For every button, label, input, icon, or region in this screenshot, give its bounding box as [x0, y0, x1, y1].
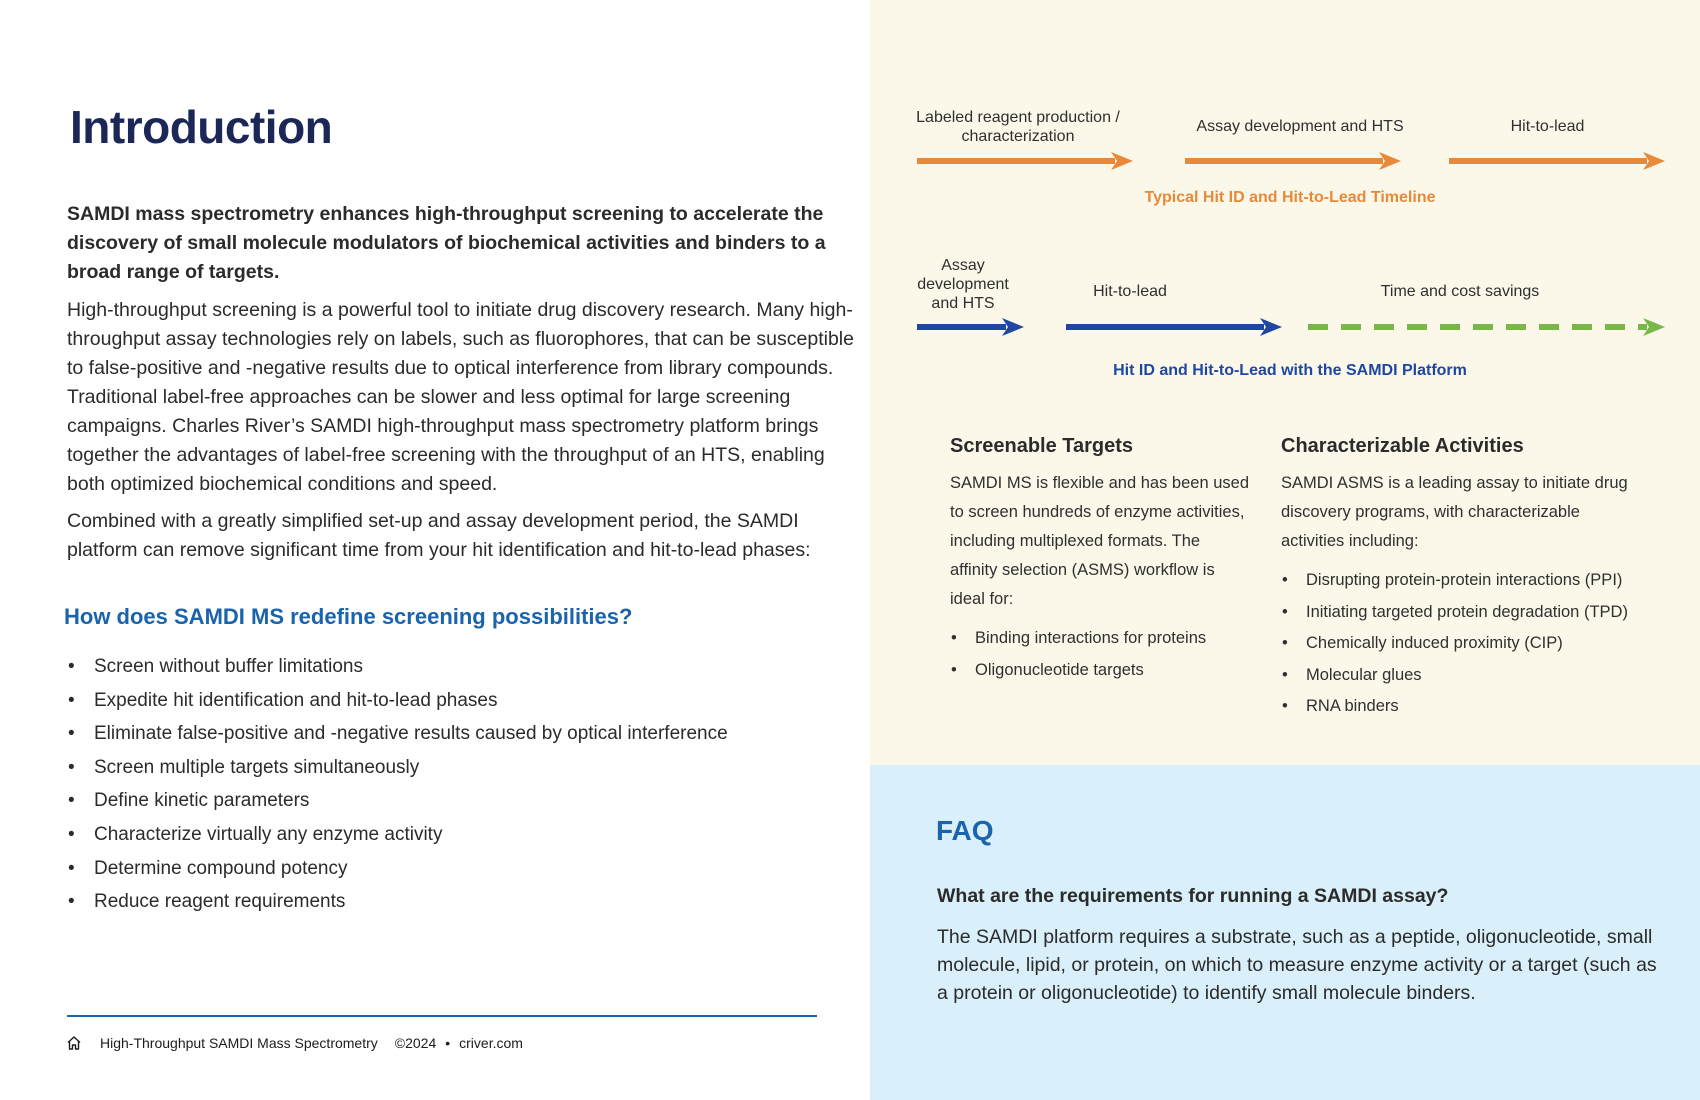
characterizable-list [1282, 569, 1628, 727]
samdi-arrow-2 [1066, 318, 1282, 336]
faq-question: What are the requirements for running a SAMDI assay? [937, 885, 1449, 907]
screenable-list [951, 627, 1206, 690]
faq-title: FAQ [936, 815, 994, 846]
list-item: • Binding interactions for proteins [951, 627, 1206, 659]
footer-bullet: • [445, 1035, 451, 1051]
list-item: • Expedite hit identification and hit-to-lead phases [68, 689, 728, 723]
list-item: • Initiating targeted protein degradation (TPD) [1282, 601, 1628, 633]
typical-arrow-3 [1449, 152, 1665, 170]
footer-divider [67, 1015, 817, 1017]
list-item: • RNA binders [1282, 695, 1628, 727]
samdi-step-2: Hit-to-lead [1093, 283, 1167, 300]
list-item: • Screen multiple targets simultaneously [68, 756, 728, 790]
footer-copyright: ©2024 [394, 1035, 437, 1051]
screenable-text: SAMDI MS is flexible and has been used to screen hundreds of enzyme activities, including multiplexed formats. The affinity selection (ASMS) workflow is ideal for: [950, 474, 1249, 608]
footer-doc-title: High-Throughput SAMDI Mass Spectrometry [100, 1035, 378, 1051]
benefits-heading: How does SAMDI MS redefine screening possibilities? [64, 604, 633, 629]
footer [66, 1033, 523, 1053]
page-title: Introduction [70, 101, 333, 153]
typical-arrow-2 [1185, 152, 1401, 170]
list-item: • Define kinetic parameters [68, 789, 728, 823]
samdi-step-1: Assay development and HTS [917, 257, 1009, 312]
list-item: • Eliminate false-positive and -negative results caused by optical interference [68, 722, 728, 756]
list-item: • Disrupting protein-protein interactions (PPI) [1282, 569, 1628, 601]
characterizable-text: SAMDI ASMS is a leading assay to initiate drug discovery programs, with characterizable activities including: [1281, 474, 1628, 550]
list-item: • Characterize virtually any enzyme activity [68, 823, 728, 857]
typical-step-1: Labeled reagent production / characterization [916, 109, 1120, 145]
typical-caption: Typical Hit ID and Hit-to-Lead Timeline [1144, 189, 1436, 206]
timeline-panel [870, 0, 1700, 765]
typical-step-2: Assay development and HTS [1196, 118, 1404, 135]
samdi-arrow-savings [1308, 318, 1665, 336]
screenable-heading: Screenable Targets [950, 435, 1134, 457]
list-item: • Determine compound potency [68, 857, 728, 891]
samdi-step-3: Time and cost savings [1380, 283, 1540, 300]
intro-lead: SAMDI mass spectrometry enhances high-throughput screening to accelerate the discovery of small molecule modulators of biochemical activities and binders to a broad range of targets. [67, 203, 826, 283]
typical-arrow-1 [917, 152, 1133, 170]
samdi-arrow-1 [917, 318, 1024, 336]
samdi-caption: Hit ID and Hit-to-Lead with the SAMDI Platform [1113, 362, 1467, 379]
list-item: • Molecular glues [1282, 664, 1628, 696]
list-item: • Oligonucleotide targets [951, 659, 1206, 691]
list-item: • Screen without buffer limitations [68, 655, 728, 689]
timeline-arrows [870, 0, 1700, 420]
faq-answer: The SAMDI platform requires a substrate, such as a peptide, oligonucleotide, small molecule, lipid, or protein, on which to measure enzyme activity or a target (such as a protein or oligonucleotide) to identify small molecule binders. [937, 926, 1657, 1004]
list-item: • Chemically induced proximity (CIP) [1282, 632, 1628, 664]
typical-step-3: Hit-to-lead [1510, 118, 1585, 135]
intro-paragraph-2: Combined with a greatly simplified set-up and assay development period, the SAMDI platform can remove significant time from your hit identification and hit-to-lead phases: [67, 510, 811, 561]
list-item: • Reduce reagent requirements [68, 890, 728, 924]
footer-site-link[interactable]: criver.com [459, 1035, 523, 1051]
home-icon[interactable] [66, 1035, 82, 1051]
intro-paragraph-1: High-throughput screening is a powerful tool to initiate drug discovery research. Many high-throughput assay technologies rely on labels, such as fluorophores, that can be susceptible to false-positive and -negative results due to optical interference from library compounds. Traditional label-free approaches can be slower and less optimal for large screening campaigns. Charles River’s SAMDI high-throughput mass spectrometry platform brings together the advantages of label-free screening with the throughput of an HTS, enabling both optimized biochemical conditions and speed. [67, 299, 854, 495]
characterizable-heading: Characterizable Activities [1281, 435, 1524, 457]
benefits-list [68, 655, 728, 924]
faq-panel [870, 765, 1700, 1100]
